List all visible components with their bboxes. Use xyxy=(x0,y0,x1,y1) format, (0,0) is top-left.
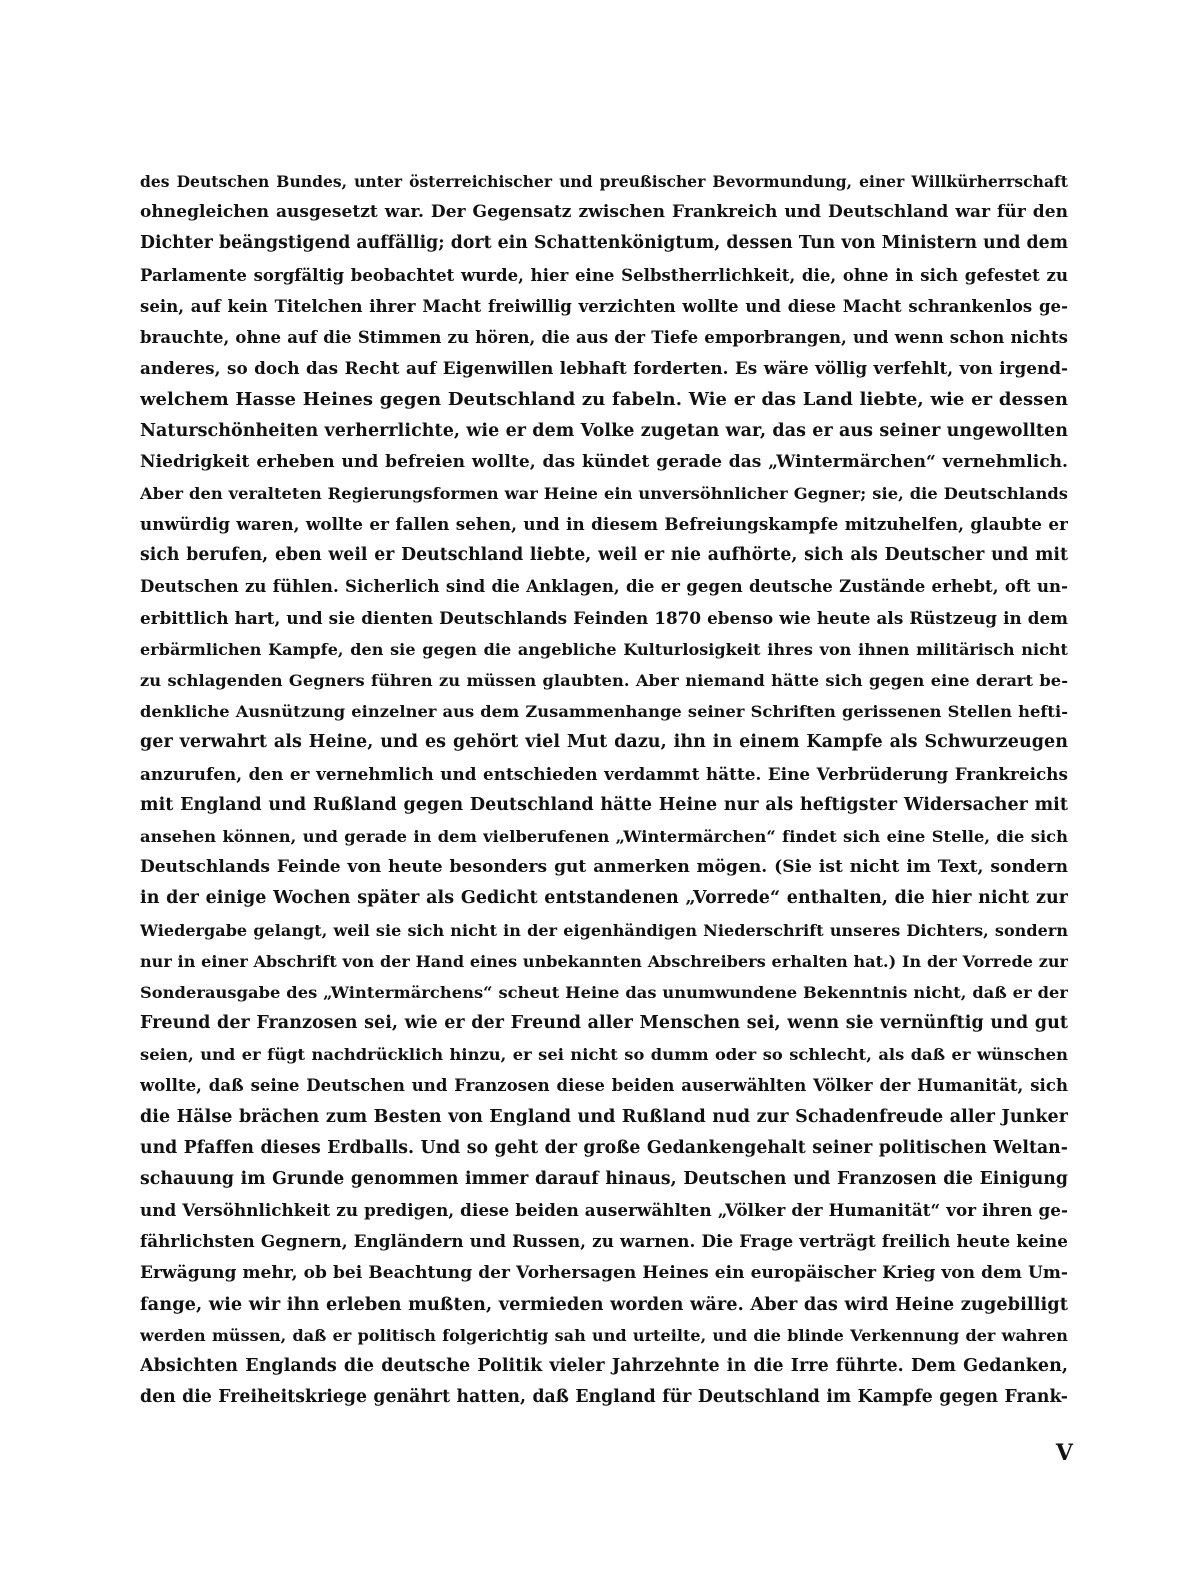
text-line: unwürdig waren, wollte er fallen sehen, und in diesem Befreiungskampfe mitzuhelfen, glaubte er xyxy=(140,514,1068,535)
text-line: Wiedergabe gelangt, weil sie sich nicht in der eigenhändigen Niederschrift unseres Dichters, sondern xyxy=(140,920,1068,940)
text-line: fange, wie wir ihn erleben mußten, vermieden worden wäre. Aber das wird Heine zugebilligt xyxy=(140,1293,1068,1315)
text-line: die Hälse brächen zum Besten von England und Rußland nud zur Schadenfreude aller Junker xyxy=(140,1106,1068,1127)
text-line: brauchte, ohne auf die Stimmen zu hören, die aus der Tiefe emporbrangen, und wenn schon nichts xyxy=(140,327,1068,347)
text-line: und Pfaffen dieses Erdballs. Und so geht der große Gedankengehalt seiner politischen Weltan- xyxy=(140,1137,1068,1158)
text-line: wollte, daß seine Deutschen und Franzosen diese beiden auserwählten Völker der Humanität, sich xyxy=(140,1076,1068,1096)
text-line: ger verwahrt als Heine, und es gehört viel Mut dazu, ihn in einem Kampfe als Schwurzeugen xyxy=(140,732,1068,753)
text-line: schauung im Grunde genommen immer darauf hinaus, Deutschen und Franzosen die Einigung xyxy=(140,1169,1068,1189)
text-line: ohnegleichen ausgesetzt war. Der Gegensatz zwischen Frankreich und Deutschland war für den xyxy=(140,202,1068,223)
text-line: mit England und Rußland gegen Deutschland hätte Heine nur als heftigster Widersacher mit xyxy=(140,794,1068,815)
text-line: Erwägung mehr, ob bei Beachtung der Vorhersagen Heines ein europäischer Krieg von dem Um- xyxy=(140,1262,1068,1283)
text-line: Deutschlands Feinde von heute besonders gut anmerken mögen. (Sie ist nicht im Text, sondern xyxy=(140,857,1068,878)
text-line: Deutschen zu fühlen. Sicherlich sind die Anklagen, die er gegen deutsche Zustände erhebt, oft un- xyxy=(140,577,1068,597)
text-line: seien, und er fügt nachdrücklich hinzu, er sei nicht so dumm oder so schlecht, als daß er wünschen xyxy=(140,1045,1068,1065)
text-line: erbittlich hart, und sie dienten Deutschlands Feinden 1870 ebenso wie heute als Rüstzeug in dem xyxy=(140,607,1068,628)
text-line: welchem Hasse Heines gegen Deutschland zu fabeln. Wie er das Land liebte, wie er dessen xyxy=(140,389,1068,411)
text-line: denkliche Ausnützung einzelner aus dem Zusammenhange seiner Schriften gerissenen Stellen hefti- xyxy=(140,702,1068,722)
text-line: erbärmlichen Kampfe, den sie gegen die angebliche Kulturlosigkeit ihres von ihnen militärisch nicht xyxy=(140,639,1068,659)
text-line: Sonderausgabe des „Wintermärchens“ scheut Heine das unumwundene Bekenntnis nicht, daß er der xyxy=(140,982,1068,1002)
text-line: Parlamente sorgfältig beobachtet wurde, hier eine Selbstherrlichkeit, die, ohne in sich gefestet zu xyxy=(140,265,1068,285)
text-line: anderes, so doch das Recht auf Eigenwillen lebhaft forderten. Es wäre völlig verfehlt, von irgend- xyxy=(140,358,1068,379)
text-line: sein, auf kein Titelchen ihrer Macht freiwillig verzichten wollte und diese Macht schrankenlos ge- xyxy=(140,296,1068,316)
text-line: Naturschönheiten verherrlichte, wie er dem Volke zugetan war, das er aus seiner ungewollten xyxy=(140,420,1068,441)
text-line: Dichter beängstigend auffällig; dort ein Schattenkönigtum, dessen Tun von Ministern und dem xyxy=(140,233,1068,254)
text-line: Absichten Englands die deutsche Politik vieler Jahrzehnte in die Irre führte. Dem Gedanken, xyxy=(140,1356,1068,1377)
text-line: des Deutschen Bundes, unter österreichischer und preußischer Bevormundung, einer Willkürherrschaft xyxy=(140,172,1068,191)
body-text xyxy=(140,166,1068,1414)
text-line: zu schlagenden Gegners führen zu müssen glaubten. Aber niemand hätte sich gegen eine derart be- xyxy=(140,671,1068,690)
text-line: werden müssen, daß er politisch folgerichtig sah und urteilte, und die blinde Verkennung der wahren xyxy=(140,1325,1068,1345)
text-line: nur in einer Abschrift von der Hand eines unbekannten Abschreibers erhalten hat.) In der Vorrede zur xyxy=(140,951,1068,971)
text-line: den die Freiheitskriege genährt hatten, daß England für Deutschland im Kampfe gegen Frank- xyxy=(140,1387,1068,1408)
text-line: Niedrigkeit erheben und befreien wollte, das kündet gerade das „Wintermärchen“ vernehmlich. xyxy=(140,451,1068,472)
text-line: anzurufen, den er vernehmlich und entschieden verdammt hätte. Eine Verbrüderung Frankreichs xyxy=(140,763,1068,784)
text-line: ansehen können, und gerade in dem vielberufenen „Wintermärchen“ findet sich eine Stelle, die sich xyxy=(140,826,1068,846)
text-line: und Versöhnlichkeit zu predigen, diese beiden auserwählten „Völker der Humanität“ vor ihren ge- xyxy=(140,1200,1068,1221)
text-line: Aber den veralteten Regierungsformen war Heine ein unversöhnlicher Gegner; sie, die Deutschlands xyxy=(140,483,1068,503)
page-number: V xyxy=(1055,1440,1073,1466)
text-line: Freund der Franzosen sei, wie er der Freund aller Menschen sei, wenn sie vernünftig und gut xyxy=(140,1013,1068,1034)
text-line: sich berufen, eben weil er Deutschland liebte, weil er nie aufhörte, sich als Deutscher und mit xyxy=(140,545,1068,566)
text-line: in der einige Wochen später als Gedicht entstandenen „Vorrede“ enthalten, die hier nicht zur xyxy=(140,888,1068,909)
text-line: fährlichsten Gegnern, Engländern und Russen, zu warnen. Die Frage verträgt freilich heute keine xyxy=(140,1231,1068,1252)
